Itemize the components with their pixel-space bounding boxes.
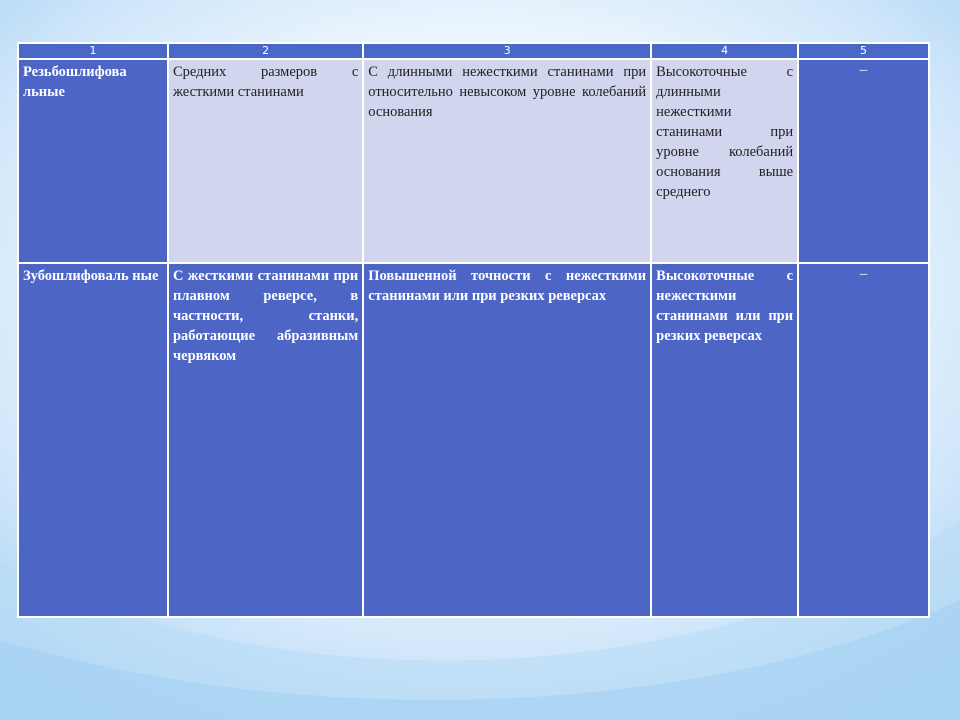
column-header-4: 4 — [652, 44, 797, 58]
column-header-5: 5 — [799, 44, 928, 58]
row-1-col-4-text: Высокоточные с длинными нежесткими станинами при уровне колебаний основания выше среднего — [656, 64, 794, 200]
row-2-cell-3 — [364, 264, 650, 616]
row-2-col-3-text: Повышенной точности с нежесткими станинами или при резких реверсах — [368, 268, 647, 304]
table-row-thread-grinding — [19, 60, 928, 262]
row-1-col-2-text: Средних размеров с жесткими станинами — [172, 64, 359, 100]
row-1-cell-1 — [19, 60, 167, 262]
column-header-1: 1 — [19, 44, 167, 58]
row-2-col-2-text: С жесткими станинами при плавном реверсе, в частности, станки, работающие абразивным червяком — [172, 268, 359, 364]
row-1-col-3-text: С длинными нежесткими станинами при относительно невысоком уровне колебаний основания — [368, 64, 647, 120]
machines-table — [17, 42, 930, 618]
row-2-machine-type: Зубошлифоваль ные — [23, 268, 159, 284]
row-2-cell-5 — [799, 264, 928, 616]
row-2-cell-4 — [652, 264, 797, 616]
column-header-2: 2 — [169, 44, 362, 58]
row-2-col-5-dash: – — [859, 266, 868, 282]
table-header-row — [19, 44, 928, 58]
row-2-cell-2 — [169, 264, 362, 616]
column-header-3: 3 — [364, 44, 650, 58]
row-1-cell-2 — [169, 60, 362, 262]
row-1-col-5-dash: – — [859, 62, 868, 78]
row-1-cell-3 — [364, 60, 650, 262]
row-2-col-4-text: Высокоточные с нежесткими станинами или при резких реверсах — [656, 268, 794, 344]
row-1-cell-4 — [652, 60, 797, 262]
row-1-machine-type: Резьбошлифова льные — [23, 64, 127, 100]
row-2-cell-1 — [19, 264, 167, 616]
row-1-cell-5 — [799, 60, 928, 262]
table-row-gear-grinding — [19, 264, 928, 616]
